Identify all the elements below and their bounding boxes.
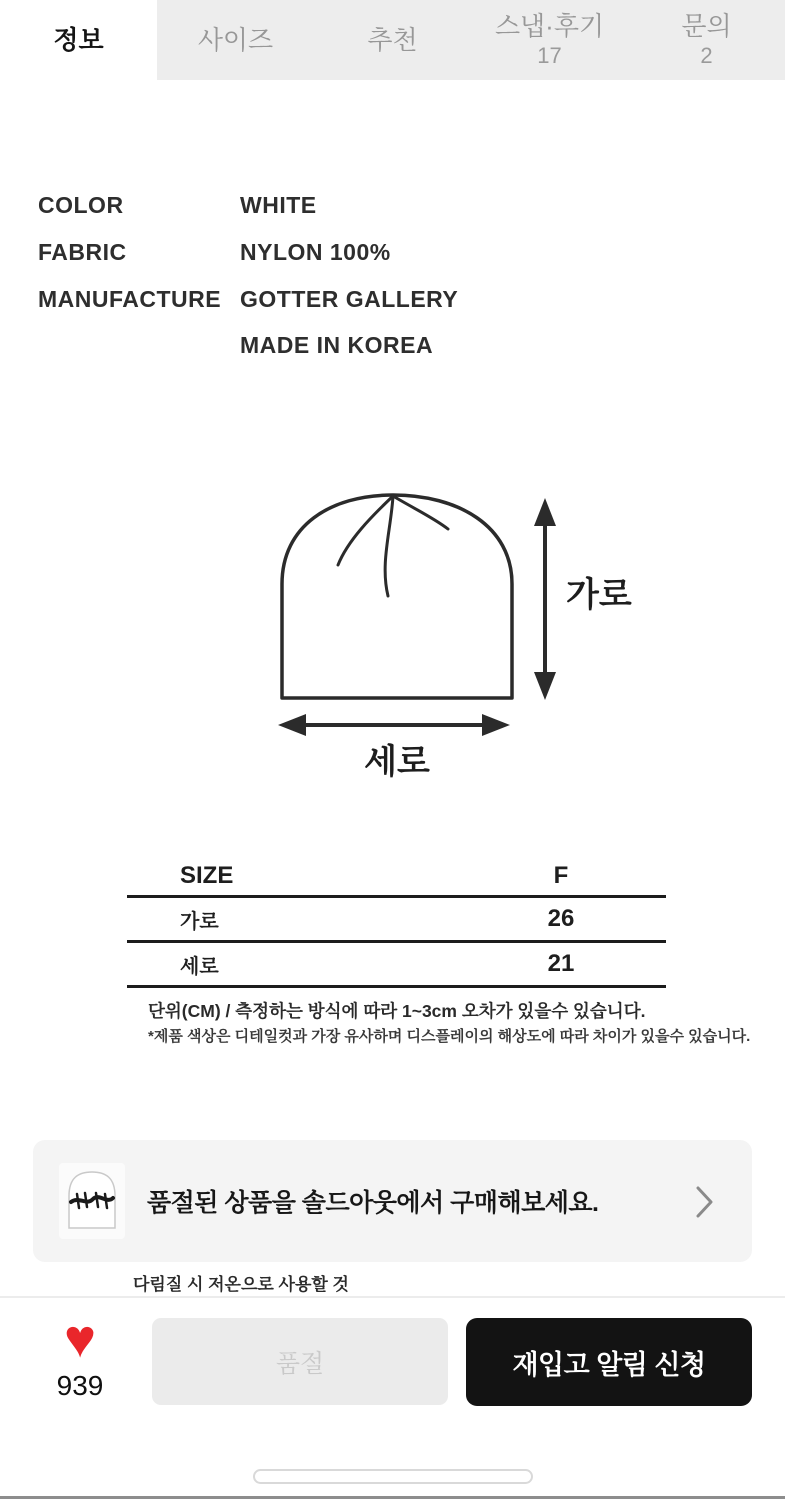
tab-recommend-label: 추천	[367, 24, 418, 55]
tab-bar	[0, 0, 785, 80]
like-count: 939	[56, 1370, 104, 1401]
size-diagram	[250, 468, 670, 803]
info-value-color: WHITE	[240, 192, 317, 218]
color-note: *제품 색상은 디테일컷과 가장 유사하며 디스플레이의 해상도에 따라 차이가 있을수 있습니다.	[148, 1028, 751, 1045]
info-value-fabric: NYLON 100%	[240, 239, 391, 265]
tab-size[interactable]	[157, 0, 314, 80]
beanie-outline	[282, 495, 512, 698]
beanie-thumbnail-image	[63, 1168, 121, 1234]
size-table	[127, 856, 666, 988]
size-table-header-value: F	[553, 861, 569, 889]
tab-inquiry-label: 문의	[681, 11, 732, 42]
tab-inquiry[interactable]	[628, 0, 785, 80]
like-widget	[38, 1310, 122, 1402]
care-instruction-text: 다림질 시 저온으로 사용할 것	[133, 1275, 349, 1294]
table-row	[127, 898, 666, 943]
info-label-color: COLOR	[38, 192, 124, 218]
soldout-banner-text: 품절된 상품을 솔드아웃에서 구매해보세요.	[147, 1189, 599, 1217]
info-value-origin: MADE IN KOREA	[240, 332, 434, 358]
unit-note: 단위(CM) / 측정하는 방식에 따라 1~3cm 오차가 있을수 있습니다.	[148, 1001, 646, 1021]
tab-info[interactable]	[0, 0, 157, 80]
tab-snap-reviews-count: 17	[537, 42, 562, 68]
tab-recommend[interactable]	[314, 0, 471, 80]
soldout-button: 품절	[152, 1318, 448, 1405]
info-label-fabric: FABRIC	[38, 239, 127, 265]
product-thumbnail	[59, 1163, 125, 1239]
size-table-header-label: SIZE	[180, 861, 234, 889]
tab-snap-reviews-label: 스냅·후기	[494, 11, 605, 42]
tab-snap-reviews[interactable]	[471, 0, 628, 80]
table-row	[127, 943, 666, 988]
info-value-manufacture: GOTTER GALLERY	[240, 286, 459, 312]
tab-size-label: 사이즈	[197, 24, 274, 55]
tab-info-label: 정보	[53, 24, 104, 55]
heart-icon[interactable]: ♥	[63, 1309, 97, 1369]
restock-alert-button[interactable]: 재입고 알림 신청	[466, 1318, 752, 1406]
horizontal-arrow-label: 세로	[364, 743, 430, 781]
size-table-header	[127, 856, 666, 898]
size-table-row-width-value: 26	[547, 905, 575, 932]
size-table-row-height-label: 세로	[180, 955, 219, 978]
bottom-bar-divider	[0, 1296, 785, 1298]
home-indicator[interactable]	[253, 1469, 533, 1484]
tab-inquiry-count: 2	[700, 42, 713, 68]
chevron-right-icon	[694, 1184, 716, 1220]
vertical-arrow-label: 가로	[566, 576, 632, 614]
soldout-marketplace-banner[interactable]	[33, 1140, 752, 1262]
size-table-row-width-label: 가로	[180, 910, 219, 933]
screen-bottom-edge	[0, 1496, 785, 1499]
size-table-row-height-value: 21	[547, 950, 575, 977]
info-label-manufacture: MANUFACTURE	[38, 286, 222, 312]
